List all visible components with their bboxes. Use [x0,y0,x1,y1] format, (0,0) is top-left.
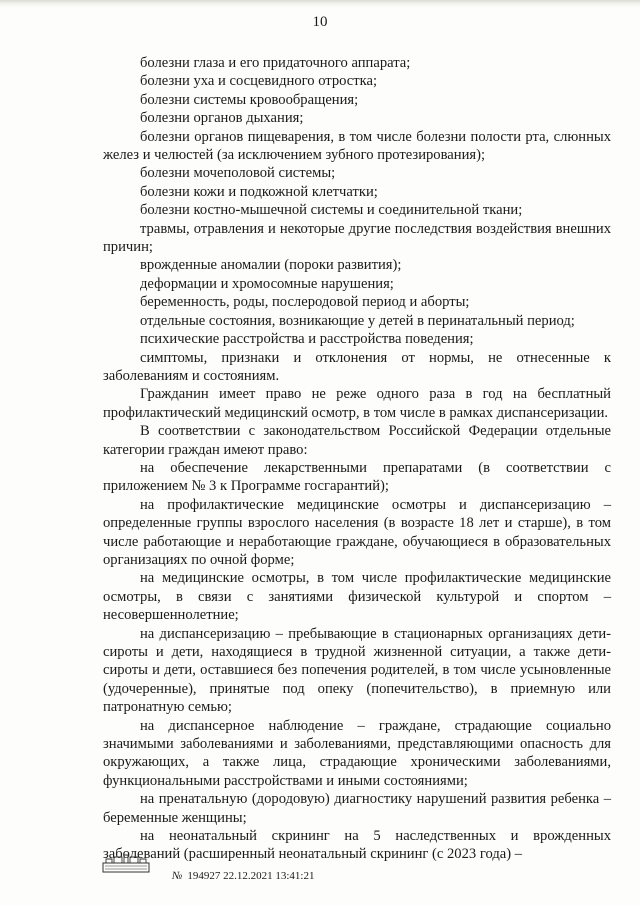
paragraph: болезни костно-мышечной системы и соединительной ткани; [140,202,523,219]
paragraph: на диспансерное наблюдение – граждане, страдающие социально значимыми заболеваниями и заболеваниями, представляющими опасность для окружающих, а также лица, страдающие хроническими заболеваниями, функциональными расстройствами и иными состояниями; [103,717,611,789]
paragraph: болезни органов дыхания; [140,110,304,127]
paragraph: болезни мочеполовой системы; [140,165,336,182]
paragraph: психические расстройства и расстройства поведения; [140,331,474,348]
paragraph: на неонатальный скрининг на 5 наследственных и врожденных заболеваний (расширенный неонатальный скрининг (с 2023 года) – [103,828,611,863]
paragraph: на медицинские осмотры, в том числе профилактические медицинские осмотры, в связи с занятиями физической культурой и спортом – несовершеннолетние; [103,570,611,624]
government-emblem-icon [102,854,150,874]
stamp-text: 194927 22.12.2021 13:41:21 [187,870,315,882]
paragraph: врожденные аномалии (пороки развития); [140,257,402,274]
paragraph: беременность, роды, послеродовой период и аборты; [140,294,470,311]
paragraph: на пренатальную (дородовую) диагностику нарушений развития ребенка – беременные женщины; [103,791,611,826]
paragraph: травмы, отравления и некоторые другие последствия воздействия внешних причин; [103,220,611,256]
document-body [103,54,611,864]
footer-stamp [172,870,315,882]
paragraph: отдельные состояния, возникающие у детей в перинатальный период; [140,312,575,329]
paragraph: на диспансеризацию – пребывающие в стационарных организациях дети-сироты и дети, находящиеся в трудной жизненной ситуации, а также дети-сироты и дети, оставшиеся без попечения родителей, в том числе усыновленные (удочеренные), принятые под опеку (попечительство), в приемную или патронатную семью; [103,625,611,716]
paragraph: Гражданин имеет право не реже одного раза в год на бесплатный профилактический медицинский осмотр, в том числе в рамках диспансеризации. [103,386,611,421]
paragraph: болезни кожи и подкожной клетчатки; [140,183,378,200]
paragraph: симптомы, признаки и отклонения от нормы, не отнесенные к заболеваниям и состояниям. [103,349,611,384]
paragraph: на профилактические медицинские осмотры и диспансеризацию – определенные группы взрослого населения (в возрасте 18 лет и старше), в том числе работающие и неработающие граждане, обучающиеся в образовательных организациях по очной форме; [103,496,611,568]
paragraph: болезни органов пищеварения, в том числе болезни полости рта, слюнных желез и челюстей (за исключением зубного протезирования); [103,128,611,164]
paragraph: болезни системы кровообращения; [140,91,359,108]
paragraph: болезни уха и сосцевидного отростка; [140,73,378,90]
page-number: 10 [312,14,328,30]
paragraph: болезни глаза и его придаточного аппарата; [140,55,411,71]
scan-top-edge [0,0,640,8]
stamp-number-icon: № [172,870,183,882]
paragraph: на обеспечение лекарственными препаратами (в соответствии с приложением № 3 к Программе госгарантий); [103,459,611,495]
paragraph: деформации и хромосомные нарушения; [140,275,394,292]
paragraph: В соответствии с законодательством Российской Федерации отдельные категории граждан имеют право: [103,423,611,458]
